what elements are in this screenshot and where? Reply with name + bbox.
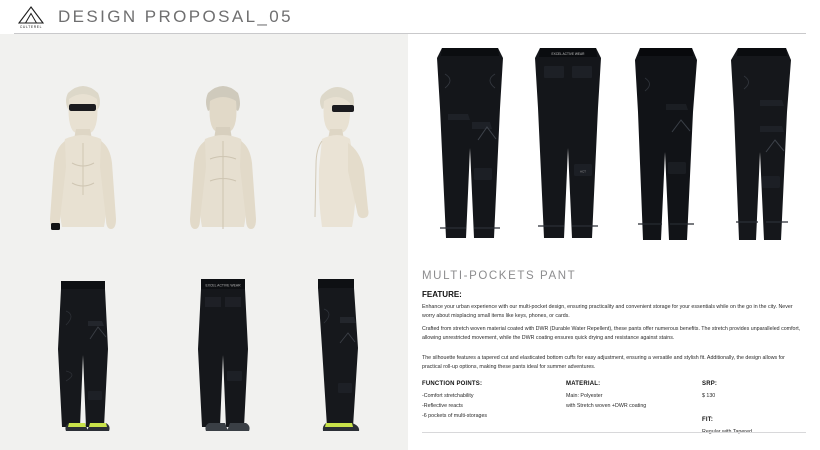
front-model-illustration [28, 71, 138, 431]
srp-fit-spacer [702, 402, 802, 417]
flat-waistband-brand-label: EXCEL ACTIVE WEAR [551, 52, 585, 56]
pant-side-illustration [624, 44, 708, 248]
feature-paragraph-3: The silhouette features a tapered cut and elasticated bottom cuffs for easy adjustment, ensuring a versatile and stylish fit. Additionally, the design allows for practical roll-up options, making these pants ideal for summer adventures. [422, 355, 785, 371]
brand-logo-label: CULTEREL [19, 24, 43, 29]
material-column [566, 381, 702, 438]
brand-logo [14, 6, 48, 29]
garment-front-flat [428, 44, 512, 253]
srp-heading: SRP: [702, 381, 718, 387]
figure-back-view [168, 71, 278, 436]
figure-side-view [288, 71, 398, 436]
page-header [0, 0, 820, 34]
spec-columns [422, 381, 810, 438]
figures-panel [0, 34, 408, 450]
pant-detail-illustration [720, 44, 804, 248]
function-point-item: -6 pockets of multi-storages [422, 412, 488, 419]
pant-front-illustration [428, 44, 512, 248]
feature-paragraph-1: Enhance your urban experience with our multi-pocket design, ensuring practicality and convenient storage for your essentials while on the go in the city. Never worry about misplacing small items like keys, phones, or cards. [422, 304, 793, 320]
function-point-item: -Reflective reacts [422, 402, 463, 409]
details-panel [408, 34, 820, 450]
garment-detail-flat [720, 44, 804, 253]
mountain-logo-icon [18, 6, 44, 24]
feature-heading: FEATURE: [422, 290, 462, 299]
pant-back-illustration [526, 44, 610, 248]
garment-flats-group [408, 38, 820, 266]
footer-divider [422, 432, 806, 433]
function-point-item: -Comfort stretchability [422, 393, 474, 399]
srp-column [702, 381, 802, 438]
figure-front-view [28, 71, 138, 436]
garment-side-flat [624, 44, 708, 253]
material-item: Main: Polyester [566, 393, 603, 399]
function-points-heading: FUNCTION POINTS: [422, 381, 483, 387]
garment-back-flat [526, 44, 610, 253]
page-title: DESIGN PROPOSAL_05 [58, 7, 293, 26]
back-pocket-brand-label: ACT [580, 169, 586, 174]
material-item: with Stretch woven +DWR coating [566, 402, 647, 409]
function-points-column [422, 381, 566, 438]
waistband-brand-label: EXCEL ACTIVE WEAR [205, 283, 241, 288]
side-model-illustration [288, 71, 398, 431]
back-model-illustration [168, 71, 278, 431]
srp-value: $ 130 [702, 393, 716, 399]
material-heading: MATERIAL: [566, 381, 601, 387]
feature-paragraph-2: Crafted from stretch woven material coated with DWR (Durable Water Repellent), these pants offer numerous benefits. The stretch provides unparalleled comfort, allowing unrestricted movement, while the DWR coating ensures quick drying and resistance against stains. [422, 326, 801, 342]
fit-heading: FIT: [702, 416, 714, 423]
product-name: MULTI-POCKETS PANT [422, 270, 577, 282]
